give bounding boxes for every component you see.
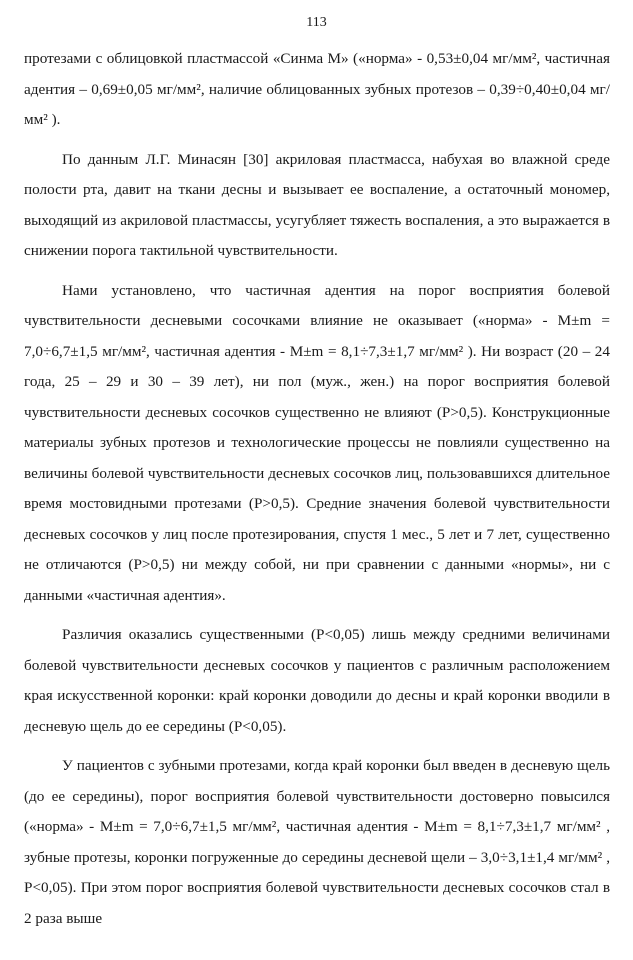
body-text — [24, 44, 610, 943]
paragraph: Нами установлено, что частичная адентия на порог восприятия болевой чувствительности десневыми сосочками влияние не оказывает («норма» - M±m = 7,0÷6,7±1,5 мг/мм², частичная адентия - M±m = 8,1÷7,3±1,7 мг/мм² ). Ни возраст (20 – 24 года, 25 – 29 и 30 – 39 лет), ни пол (муж., жен.) на порог восприятия болевой чувствительности десневых сосочков существенно не влияют (P>0,5). Конструкционные материалы зубных протезов и технологические процессы не повлияли существенно на величины болевой чувствительности десневых сосочков лиц, пользовавшихся длительное время мостовидными протезами (P>0,5). Средние значения болевой чувствительности десневых сосочков у лиц после протезирования, спустя 1 мес., 5 лет и 7 лет, существенно не отличаются (P>0,5) ни между собой, ни при сравнении с данными «нормы», ни с данными «частичная адентия». — [24, 281, 610, 604]
paragraph: Различия оказались существенными (P<0,05) лишь между средними величинами болевой чувствительности десневых сосочков у пациентов с различным расположением края искусственной коронки: край коронки доводили до десны и край коронки вводили в десневую щель до ее середины (P<0,05). — [24, 626, 610, 735]
paragraph-continuation: протезами с облицовкой пластмассой «Синма М» («норма» - 0,53±0,04 мг/мм², частичная адентия – 0,69±0,05 мг/мм², наличие облицованных зубных протезов – 0,39÷0,40±0,04 мг/мм² ). — [24, 50, 610, 128]
page-number: 113 — [306, 15, 327, 30]
paragraph: У пациентов с зубными протезами, когда край коронки был введен в десневую щель (до ее середины), порог восприятия болевой чувствительности достоверно повысился («норма» - M±m = 7,0÷6,7±1,5 мг/мм², частичная адентия - M±m = 8,1÷7,3±1,7 мг/мм² , зубные протезы, коронки погруженные до середины десневой щели – 3,0÷3,1±1,4 мг/мм² , P<0,05). При этом порог восприятия болевой чувствительности десневых сосочков стал в 2 раза выше — [24, 757, 610, 927]
paragraph: По данным Л.Г. Минасян [30] акриловая пластмасса, набухая во влажной среде полости рта, давит на ткани десны и вызывает ее воспаление, а остаточный мономер, выходящий из акриловой пластмассы, усугубляет тяжесть воспаления, а это выражается в снижении порога тактильной чувствительности. — [24, 150, 610, 259]
